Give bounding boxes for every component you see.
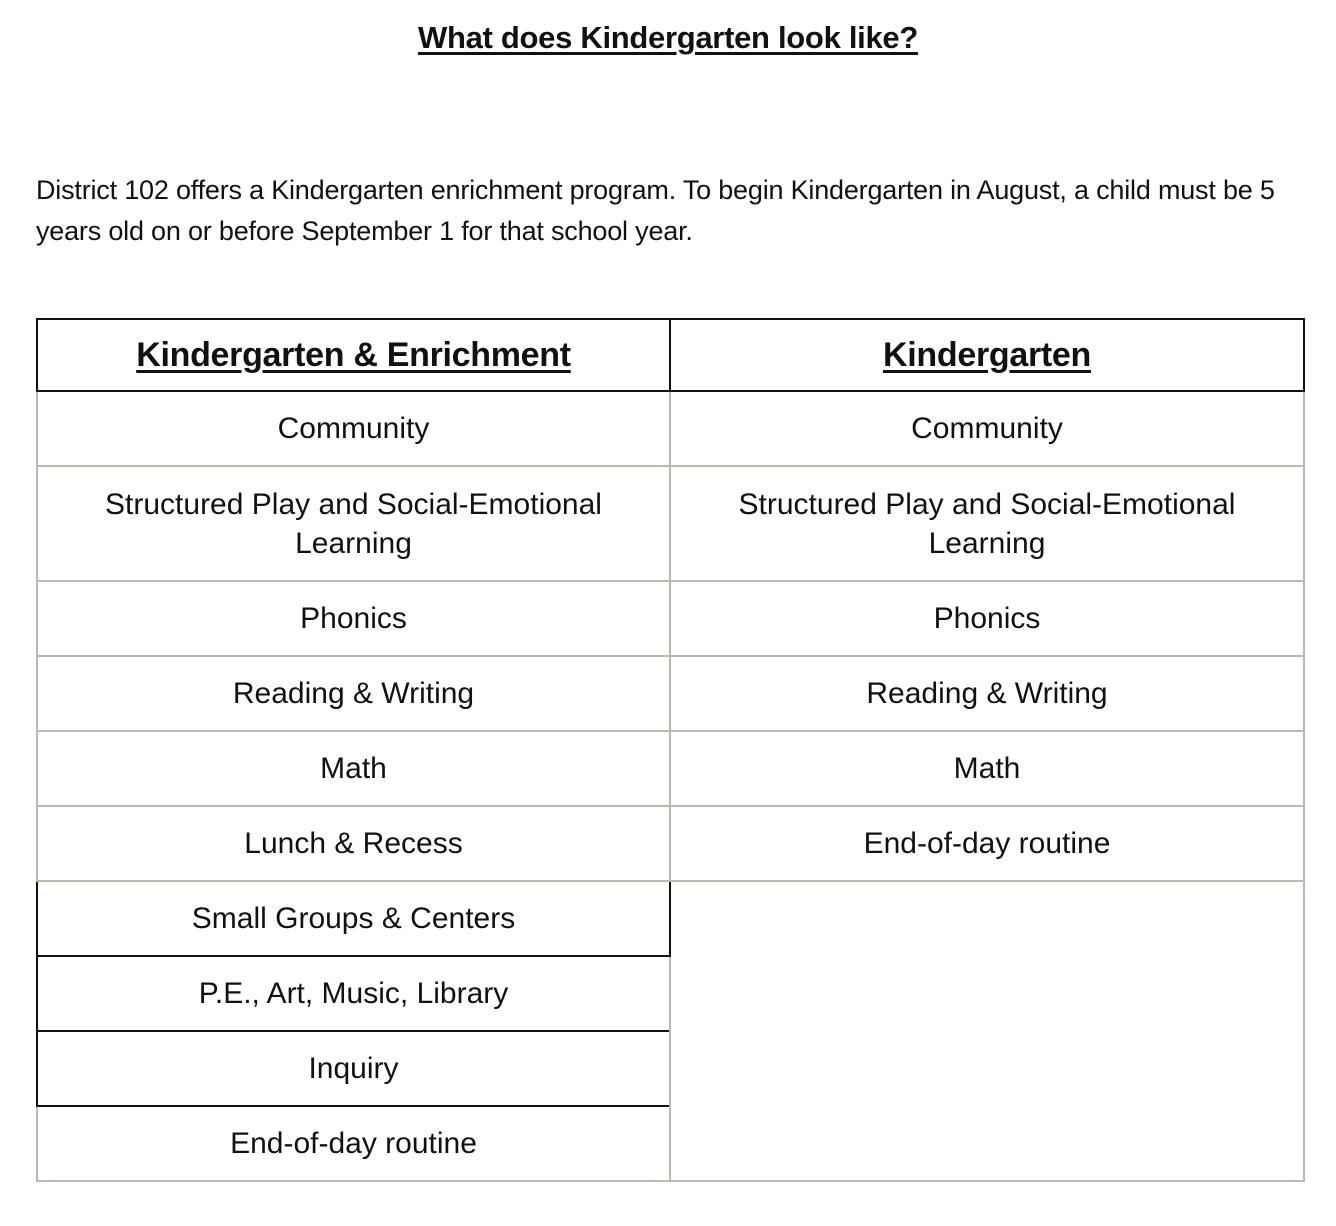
enrichment-cell: Math	[37, 731, 670, 806]
enrichment-cell: Structured Play and Social-Emotional Learning	[37, 466, 670, 581]
program-comparison-table	[36, 318, 1305, 1182]
table-row	[37, 581, 1304, 656]
enrichment-cell: Lunch & Recess	[37, 806, 670, 881]
table-row	[37, 806, 1304, 881]
table-header-row	[37, 319, 1304, 391]
table-row	[37, 391, 1304, 466]
table-row	[37, 731, 1304, 806]
intro-paragraph: District 102 offers a Kindergarten enrichment program. To begin Kindergarten in August, a child must be 5 years old on or before September 1 for that school year.	[36, 175, 1275, 246]
kindergarten-cell: End-of-day routine	[670, 806, 1304, 881]
table-row	[37, 466, 1304, 581]
enrichment-cell: P.E., Art, Music, Library	[37, 956, 670, 1031]
kindergarten-cell: Structured Play and Social-Emotional Learning	[670, 466, 1304, 581]
enrichment-cell: Reading & Writing	[37, 656, 670, 731]
enrichment-cell: Inquiry	[37, 1031, 670, 1106]
empty-cell	[670, 881, 1304, 1181]
header-kindergarten-enrichment: Kindergarten & Enrichment	[37, 319, 670, 391]
table-row	[37, 881, 1304, 956]
kindergarten-cell: Community	[670, 391, 1304, 466]
page-title: What does Kindergarten look like?	[418, 20, 918, 55]
table-row	[37, 656, 1304, 731]
enrichment-cell: Phonics	[37, 581, 670, 656]
enrichment-cell: Community	[37, 391, 670, 466]
kindergarten-cell: Phonics	[670, 581, 1304, 656]
header-kindergarten: Kindergarten	[670, 319, 1304, 391]
enrichment-cell: End-of-day routine	[37, 1106, 670, 1181]
kindergarten-cell: Reading & Writing	[670, 656, 1304, 731]
kindergarten-cell: Math	[670, 731, 1304, 806]
enrichment-cell: Small Groups & Centers	[37, 881, 670, 956]
